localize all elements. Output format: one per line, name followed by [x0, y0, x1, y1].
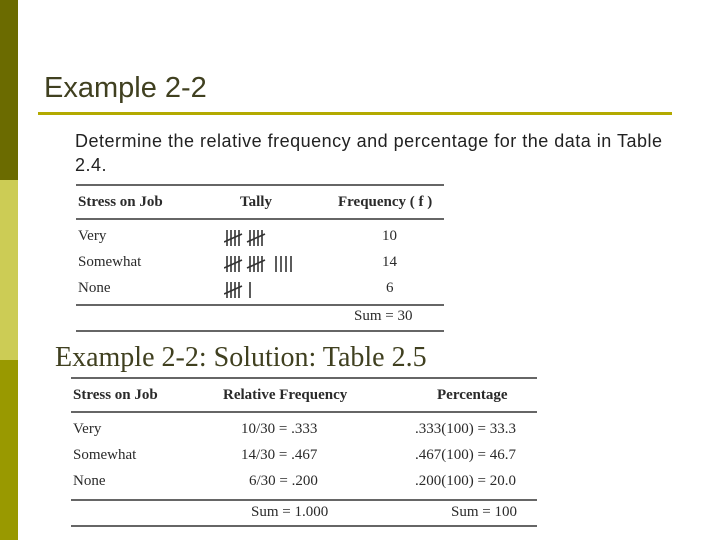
table-top-rule [76, 184, 444, 186]
row-very-category: Very [78, 228, 107, 244]
header-rule [76, 218, 444, 220]
header-rule [71, 411, 537, 413]
row-none-category: None [73, 473, 106, 489]
solution-title: Example 2-2: Solution: Table 2.5 [55, 342, 427, 373]
header-stress: Stress on Job [78, 194, 163, 210]
row-somewhat-relative: 14/30 = .467 [241, 447, 318, 463]
row-very-percentage: .333(100) = 33.3 [415, 421, 516, 437]
table-2-4 [76, 184, 444, 334]
row-none-percentage: .200(100) = 20.0 [415, 473, 516, 489]
row-somewhat-percentage: .467(100) = 46.7 [415, 447, 516, 463]
slide-title: Example 2-2 [44, 72, 207, 104]
sum-relative: Sum = 1.000 [251, 504, 329, 520]
instruction-text: Determine the relative frequency and percentage for the data in Table 2.4. [75, 131, 663, 175]
row-somewhat-category: Somewhat [73, 447, 137, 463]
row-somewhat-frequency: 14 [382, 254, 397, 270]
header-stress: Stress on Job [73, 387, 158, 403]
tally-marks-very [224, 228, 284, 248]
row-very-frequency: 10 [382, 228, 397, 244]
header-frequency: Frequency ( f ) [338, 194, 433, 210]
title-underline [38, 112, 672, 115]
row-very-relative: 10/30 = .333 [241, 421, 318, 437]
sum-frequency: Sum = 30 [354, 308, 413, 324]
header-tally: Tally [240, 194, 272, 210]
body-bottom-rule [71, 499, 537, 501]
header-percentage: Percentage [437, 387, 508, 403]
tally-marks-none [224, 280, 264, 300]
tally-marks-somewhat [224, 254, 304, 274]
left-bar-bottom [0, 360, 18, 540]
table-bottom-rule [76, 330, 444, 332]
left-bar-middle [0, 180, 18, 360]
table-top-rule [71, 377, 537, 379]
table-bottom-rule [71, 525, 537, 527]
row-somewhat-category: Somewhat [78, 254, 142, 270]
row-none-relative: 6/30 = .200 [249, 473, 318, 489]
row-none-category: None [78, 280, 111, 296]
body-bottom-rule [76, 304, 444, 306]
left-bar-top [0, 0, 18, 180]
row-very-category: Very [73, 421, 102, 437]
table-2-5 [71, 377, 537, 529]
header-relative-frequency: Relative Frequency [223, 387, 348, 403]
sum-percentage: Sum = 100 [451, 504, 517, 520]
row-none-frequency: 6 [386, 280, 394, 296]
